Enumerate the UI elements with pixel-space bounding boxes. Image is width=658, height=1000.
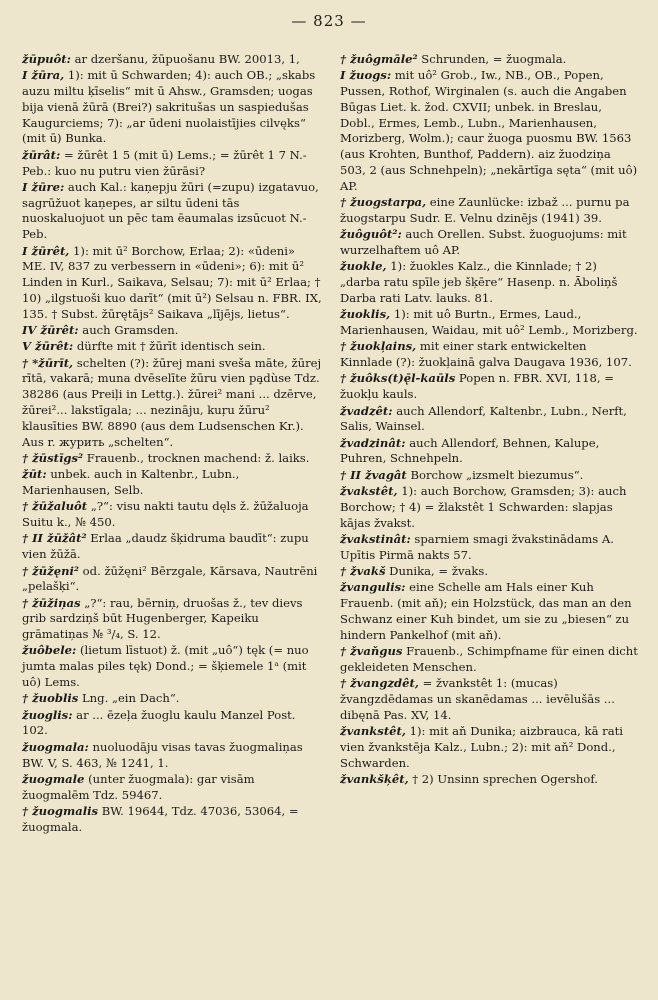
entry-headword: † žuogstarpa, bbox=[340, 195, 427, 210]
entry-definition: unbek. auch in Kaltenbr., Lubn., Marienhausen, Selb. bbox=[22, 467, 240, 498]
entry-headword: I žuogs: bbox=[340, 68, 392, 83]
entry-headword: žūrât: bbox=[22, 147, 61, 162]
entry-headword: † žuoblis bbox=[22, 691, 79, 706]
entry-definition: mit einer stark entwickelten Kinnlade (?): žuokļainā galva Daugava 1936, 107. bbox=[340, 339, 632, 370]
entry-definition: Erlaa „daudz šķidruma baudīt“: zupu vien žūžā. bbox=[22, 531, 309, 562]
entry-definition: 1): mit ū Schwarden; 4): auch OB.; „skabs auzu miltu ķīselis“ mit ū Ahsw., Gramsden; uogas bija vienā žūrā (Brei?) sakritušas un saspiedušas Kaugurciems; 7): „ar ūdeni nuolaistījies cilvęks“ (mit ū) Bunka. bbox=[22, 68, 316, 146]
entry-definition: auch Gramsden. bbox=[78, 323, 179, 338]
dictionary-entry bbox=[22, 564, 322, 596]
entry-definition: 1): mit ū² Borchow, Erlaa; 2): «ūdeni» ME. IV, 837 zu verbessern in «ūdeni»; 6): mit ū² Linden in Kurl., Saikava, Selsau; 7): mit ū² Erlaa; † 10) „ilgstuoši kuo darīt“ (mit ū²) Selsau n. FBR. IX, 135. † Subst. žūrętājs² Saikava „lījējs, lietus“. bbox=[22, 243, 322, 321]
entry-definition: eine Schelle am Hals einer Kuh Frauenb. (mit aň); ein Holzstück, das man an den Schwanz einer Kuh bindet, um sie zu „biesen“ zu hindern Pankelhof (mit aň). bbox=[340, 580, 632, 642]
dictionary-entry bbox=[340, 436, 640, 468]
dictionary-entry bbox=[340, 564, 640, 580]
entry-headword: † žuôks(t)ę̄l-kaūls bbox=[340, 371, 456, 386]
dictionary-entry bbox=[22, 356, 322, 451]
entry-headword: žuokle, bbox=[340, 259, 387, 274]
entry-headword: I žūra, bbox=[22, 68, 65, 83]
dictionary-entry bbox=[340, 468, 640, 484]
dictionary-entry bbox=[340, 307, 640, 339]
entry-definition: auch Allendorf, Kaltenbr., Lubn., Nerft, Salis, Wainsel. bbox=[340, 403, 627, 434]
dictionary-entry bbox=[22, 643, 322, 690]
entry-definition: auch Allendorf, Behnen, Kalupe, Puhren, Schnehpeln. bbox=[340, 435, 600, 466]
dictionary-entry bbox=[22, 451, 322, 467]
entry-definition: „?“: rau, bērniņ, druošas ž., tev dievs grib sardziņš būt Hugenberger, Kapeiku grāmatiņas № ³/₄, S. 12. bbox=[22, 595, 303, 642]
entry-headword: žūpuôt: bbox=[22, 52, 71, 66]
entry-headword: žvankšķêt, bbox=[340, 771, 409, 786]
entry-headword: žuogmala: bbox=[22, 739, 89, 754]
entry-definition: = žūrêt 1 5 (mit ū) Lems.; = žūrêt 1 7 N.-Peb.: kuo nu putru vien žūrāsi? bbox=[22, 147, 307, 178]
dictionary-entry bbox=[22, 499, 322, 531]
entry-headword: žūt: bbox=[22, 467, 47, 482]
entry-definition: auch Orellen. Subst. žuoguojums: mit wurzelhaftem uô AP. bbox=[340, 227, 627, 258]
entry-definition: Frauenb., trocknen machend: ž. laiks. bbox=[83, 450, 310, 465]
entry-headword: žuoklis, bbox=[340, 307, 391, 322]
dictionary-entry bbox=[22, 804, 322, 836]
entry-definition: Popen n. FBR. XVI, 118, = žuokļu kauls. bbox=[340, 371, 614, 402]
dictionary-entry bbox=[340, 532, 640, 564]
dictionary-entry bbox=[340, 195, 640, 227]
entry-headword: žvangulis: bbox=[340, 580, 406, 595]
dictionary-entry bbox=[340, 676, 640, 723]
entry-definition: † 2) Unsinn sprechen Ogershof. bbox=[408, 771, 598, 786]
entry-headword: † II žūžât² bbox=[22, 531, 87, 546]
entry-definition: (lietum līstuot) ž. (mit „uô“) tęk (= nuo jumta malas piles tęk) Dond.; = šķiemele 1ᵃ (mit uô) Lems. bbox=[22, 643, 309, 690]
entry-headword: IV žūrêt: bbox=[22, 323, 79, 338]
dictionary-entry bbox=[22, 467, 322, 499]
entry-definition: schelten (?): žūrej mani sveša māte, žūrej rītā, vakarā; muna dvēselīte žūru vien pa̧dùse Tdz. 38286 (aus Preiļi in Lettg.). žūrei² mani ... dzērve, žūrei²... lakstīgala; ... nezināju, kuŗu žūru² klausīties BW. 8890 (aus dem Ludsenschen Kr.). Aus r. журить „schelten“. bbox=[22, 355, 322, 449]
entry-headword: † žūstīgs² bbox=[22, 450, 84, 465]
dictionary-entry bbox=[340, 580, 640, 643]
dictionary-entry bbox=[22, 740, 322, 772]
entry-headword: † II žvagât bbox=[340, 467, 407, 482]
entry-definition: (unter žuogmala): gar visām žuogmalēm Tdz. 59467. bbox=[22, 771, 255, 802]
page-number: — 823 — bbox=[291, 12, 367, 30]
entry-definition: dürfte mit † žūrīt identisch sein. bbox=[73, 339, 266, 354]
entry-definition: ar ... ēzeļa žuoglu kaulu Manzel Post. 102. bbox=[22, 707, 296, 738]
entry-headword: žvakstinât: bbox=[340, 531, 411, 546]
entry-headword: † žuôgmāle² bbox=[340, 52, 418, 66]
entry-headword: † žūžęni² bbox=[22, 563, 79, 578]
entry-definition: Frauenb., Schimpfname für einen dicht gekleideten Menschen. bbox=[340, 643, 638, 674]
left-column bbox=[22, 52, 322, 836]
entry-headword: † žuokļains, bbox=[340, 339, 417, 354]
entry-definition: sparniem smagi žvakstinādams A. Upītis Pirmā nakts 57. bbox=[340, 531, 614, 562]
dictionary-entry bbox=[22, 339, 322, 355]
entry-definition: BW. 19644, Tdz. 47036, 53064, = žuogmala. bbox=[22, 803, 299, 834]
dictionary-entry bbox=[340, 259, 640, 306]
dictionary-entry bbox=[340, 68, 640, 194]
entry-definition: 1): mit uô Burtn., Ermes, Laud., Marienhausen, Waidau, mit uô² Lemb., Morizberg. bbox=[340, 307, 638, 338]
entry-definition: 1): auch Borchow, Gramsden; 3): auch Borchow; † 4) = žlakstêt 1 Schwarden: slapjas kājas žvakst. bbox=[340, 484, 627, 530]
entry-headword: † žūžiņas bbox=[22, 595, 81, 610]
entry-headword: I žūrêt, bbox=[22, 243, 70, 258]
entry-definition: 1): mit aň Dunika; aizbrauca, kā rati vien žvankstēja Kalz., Lubn.; 2): mit aň² Dond., Schwarden. bbox=[340, 723, 623, 770]
entry-headword: † žūžaluôt bbox=[22, 499, 88, 514]
dictionary-entry bbox=[22, 772, 322, 804]
dictionary-entry bbox=[22, 68, 322, 147]
dictionary-entry bbox=[340, 339, 640, 371]
entry-headword: † *žūrīt, bbox=[22, 355, 74, 370]
dictionary-entry bbox=[22, 180, 322, 243]
entry-definition: mit uô² Grob., Iw., NB., OB., Popen, Pussen, Rothof, Wirginalen (s. auch die Angaben Būgas Liet. k. žod. CXVII; unbek. in Breslau, Dobl., Ermes, Lemb., Lubn., Marienhausen, Morizberg, Wolm.); caur žuoga puosmu BW. 1563 (aus Krohten, Bunthof, Paddern). aiz žuodziņa 503, 2 (aus Schnehpeln); „nekārtīga sęta“ (mit uô) AP. bbox=[340, 68, 638, 193]
entry-headword: žuôbele: bbox=[22, 643, 77, 658]
entry-headword: † žvaňgus bbox=[340, 643, 403, 658]
entry-definition: = žvankstêt 1: (mucas) žvangzdēdamas un skanēdamas ... ievēlušās ... dibęnā Pas. XV, 14. bbox=[340, 676, 615, 722]
entry-headword: † žvakš bbox=[340, 564, 386, 578]
entry-definition: Dunika, = žvaks. bbox=[385, 564, 489, 578]
entry-definition: eine Zaunlücke: izbaž ... purnu pa žuogstarpu Sudr. E. Velnu dzinējs (1941) 39. bbox=[340, 195, 630, 225]
entry-headword: žuoglis: bbox=[22, 707, 73, 722]
entry-definition: od. žūžęni² Bērzgale, Kārsava, Nautrēni „pelašķi“. bbox=[22, 563, 318, 594]
dictionary-entry bbox=[340, 644, 640, 676]
entry-headword: žvadzêt: bbox=[340, 403, 393, 418]
entry-headword: žuogmale bbox=[22, 771, 85, 786]
dictionary-entry bbox=[340, 724, 640, 771]
entry-headword: V žūrêt: bbox=[22, 339, 74, 354]
dictionary-entry bbox=[22, 708, 322, 740]
entry-definition: Schrunden, = žuogmala. bbox=[417, 52, 567, 66]
entry-headword: žuôguôt²: bbox=[340, 227, 402, 242]
entry-headword: žvankstêt, bbox=[340, 723, 406, 738]
entry-headword: žvadzinât: bbox=[340, 435, 406, 450]
dictionary-entry bbox=[22, 323, 322, 339]
dictionary-entry bbox=[22, 244, 322, 323]
dictionary-entry bbox=[22, 531, 322, 563]
entry-definition: 1): žuokles Kalz., die Kinnlade; † 2) „darba ratu spīle jeb šķēre“ Hasenp. n. Āboliņš Darba rati Latv. lauks. 81. bbox=[340, 259, 618, 305]
entry-definition: auch Kal.: kaņepju žūri (=zupu) izgatavuo, sagrūžuot kaņepes, ar siltu ūdeni tās nuoskaluojuot un pēc tam ēaumalas izsūcuot N.-Peb. bbox=[22, 179, 319, 242]
entry-definition: nuoluodāju visas tavas žuogmaliņas BW. V, S. 463, № 1241, 1. bbox=[22, 739, 303, 770]
dictionary-entry bbox=[22, 52, 322, 68]
entry-definition: „?“: visu nakti tautu dęls ž. žūžaluoja Suitu k., № 450. bbox=[22, 499, 309, 530]
dictionary-entry bbox=[22, 691, 322, 707]
dictionary-entry bbox=[340, 52, 640, 68]
entry-definition: ar dzeršanu, žūpuošanu BW. 20013, 1, bbox=[70, 52, 300, 66]
dictionary-entry bbox=[22, 596, 322, 643]
dictionary-entry bbox=[340, 484, 640, 531]
entry-headword: † žuogmalis bbox=[22, 803, 99, 818]
dictionary-entry bbox=[340, 404, 640, 436]
dictionary-entry bbox=[340, 371, 640, 403]
dictionary-entry bbox=[340, 227, 640, 259]
right-column bbox=[340, 52, 640, 788]
entry-definition: Borchow „izsmelt biezumus“. bbox=[406, 467, 584, 482]
dictionary-entry bbox=[22, 148, 322, 180]
entry-headword: I žūre: bbox=[22, 179, 65, 194]
entry-headword: † žvangzdêt, bbox=[340, 676, 419, 691]
entry-headword: žvakstêt, bbox=[340, 484, 398, 499]
dictionary-entry bbox=[340, 772, 640, 788]
entry-definition: Lng. „ein Dach“. bbox=[78, 691, 180, 706]
